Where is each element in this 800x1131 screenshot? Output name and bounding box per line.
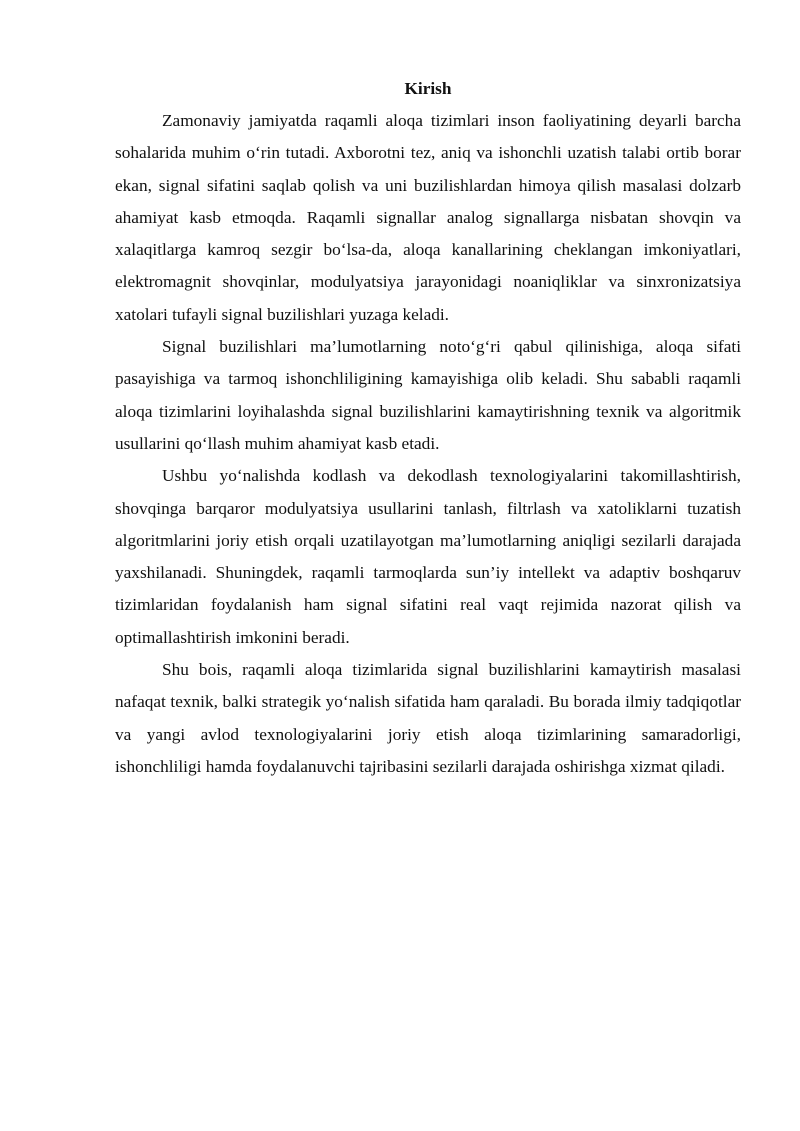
section-title: Kirish xyxy=(404,79,452,98)
paragraph-3: Ushbu yo‘nalishda kodlash va dekodlash texnologiyalarini takomillashtirish, shovqinga barqaror modulyatsiya usullarini tanlash, filtrlash va xatoliklarni tuzatish algoritmlarini joriy etish orqali uzatilayotgan ma’lumotlarning aniqligi sezilarli darajada yaxshilanadi. Shuningdek, raqamli tarmoqlarda sun’iy intellekt va adaptiv boshqaruv tizimlaridan foydalanish ham signal sifatini real vaqt rejimida nazorat qilish va optimallashtirish imkonini beradi. xyxy=(115,466,741,647)
paragraph-2: Signal buzilishlari ma’lumotlarning noto‘g‘ri qabul qilinishiga, aloqa sifati pasayishiga va tarmoq ishonchliligining kamayishiga olib keladi. Shu sababli raqamli aloqa tizimlarini loyihalashda signal buzilishlarini kamaytirishning texnik va algoritmik usullarini qo‘llash muhim ahamiyat kasb etadi. xyxy=(115,337,741,453)
document-page xyxy=(115,74,741,783)
paragraph-1: Zamonaviy jamiyatda raqamli aloqa tizimlari inson faoliyatining deyarli barcha sohalarida muhim o‘rin tutadi. Axborotni tez, aniq va ishonchli uzatish talabi ortib borar ekan, signal sifatini saqlab qolish va uni buzilishlardan himoya qilish masalasi dolzarb ahamiyat kasb etmoqda. Raqamli signallar analog signallarga nisbatan shovqin va xalaqitlarga kamroq sezgir bo‘lsa-da, aloqa kanallarining cheklangan imkoniyatlari, elektromagnit shovqinlar, modulyatsiya jarayonidagi noaniqliklar va sinxronizatsiya xatolari tufayli signal buzilishlari yuzaga keladi. xyxy=(115,111,741,324)
paragraph-4: Shu bois, raqamli aloqa tizimlarida signal buzilishlarini kamaytirish masalasi nafaqat texnik, balki strategik yo‘nalish sifatida ham qaraladi. Bu borada ilmiy tadqiqotlar va yangi avlod texnologiyalarini joriy etish aloqa tizimlarining samaradorligi, ishonchliligi hamda foydalanuvchi tajribasini sezilarli darajada oshirishga xizmat qiladi. xyxy=(115,660,741,776)
